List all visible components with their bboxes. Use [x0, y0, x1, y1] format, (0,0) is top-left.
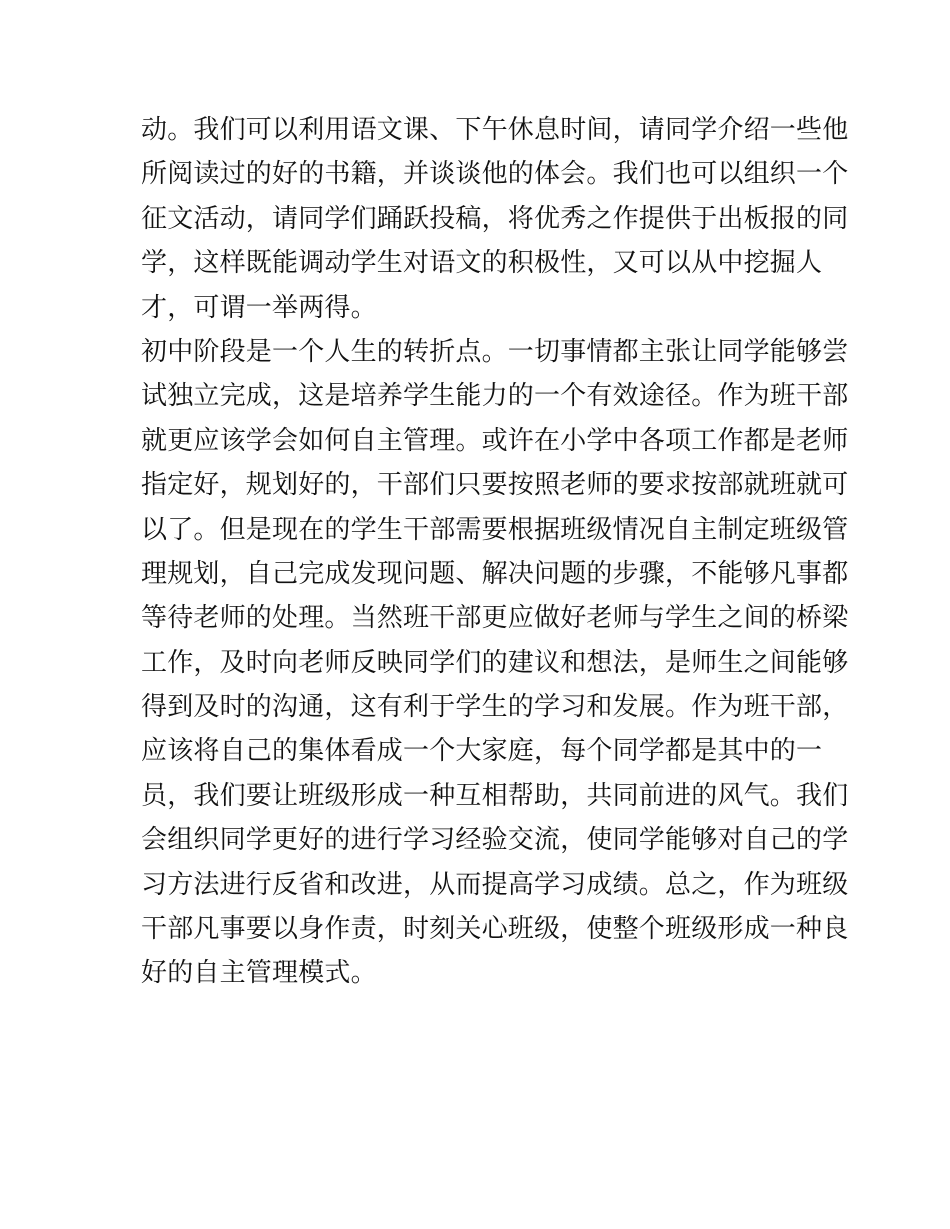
- text-line: 动。我们可以利用语文课、下午休息时间，请同学介绍一些他: [141, 115, 849, 145]
- text-line: 好的自主管理模式。: [141, 958, 377, 989]
- text-line: 才，可谓一举两得。: [141, 292, 377, 323]
- text-line: 所阅读过的好的书籍，并谈谈他的体会。我们也可以组织一个: [141, 159, 849, 190]
- text-line: 初中阶段是一个人生的转折点。一切事情都主张让同学能够尝: [141, 336, 849, 367]
- text-line: 等待老师的处理。当然班干部更应做好老师与学生之间的桥梁: [141, 603, 849, 634]
- text-line: 以了。但是现在的学生干部需要根据班级情况自主制定班级管: [141, 514, 849, 545]
- text-line: 应该将自己的集体看成一个大家庭，每个同学都是其中的一: [141, 736, 823, 767]
- text-line: 得到及时的沟通，这有利于学生的学习和发展。作为班干部，: [141, 692, 849, 723]
- text-line: 理规划，自己完成发现问题、解决问题的步骤，不能够凡事都: [141, 558, 849, 589]
- text-line: 学，这样既能调动学生对语文的积极性，又可以从中挖掘人: [141, 248, 823, 279]
- text-line: 会组织同学更好的进行学习经验交流，使同学能够对自己的学: [141, 825, 849, 856]
- text-line: 员，我们要让班级形成一种互相帮助，共同前进的风气。我们: [141, 780, 849, 811]
- text-line: 习方法进行反省和改进，从而提高学习成绩。总之，作为班级: [141, 869, 849, 900]
- text-line: 就更应该学会如何自主管理。或许在小学中各项工作都是老师: [141, 425, 849, 456]
- text-line: 试独立完成，这是培养学生能力的一个有效途径。作为班干部: [141, 381, 849, 412]
- text-line: 指定好，规划好的，干部们只要按照老师的要求按部就班就可: [141, 470, 849, 501]
- text-line: 工作，及时向老师反映同学们的建议和想法，是师生之间能够: [141, 647, 849, 678]
- text-line: 征文活动，请同学们踊跃投稿，将优秀之作提供于出板报的同: [141, 203, 849, 234]
- body-text: [141, 108, 849, 996]
- text-line: 干部凡事要以身作责，时刻关心班级，使整个班级形成一种良: [141, 914, 849, 945]
